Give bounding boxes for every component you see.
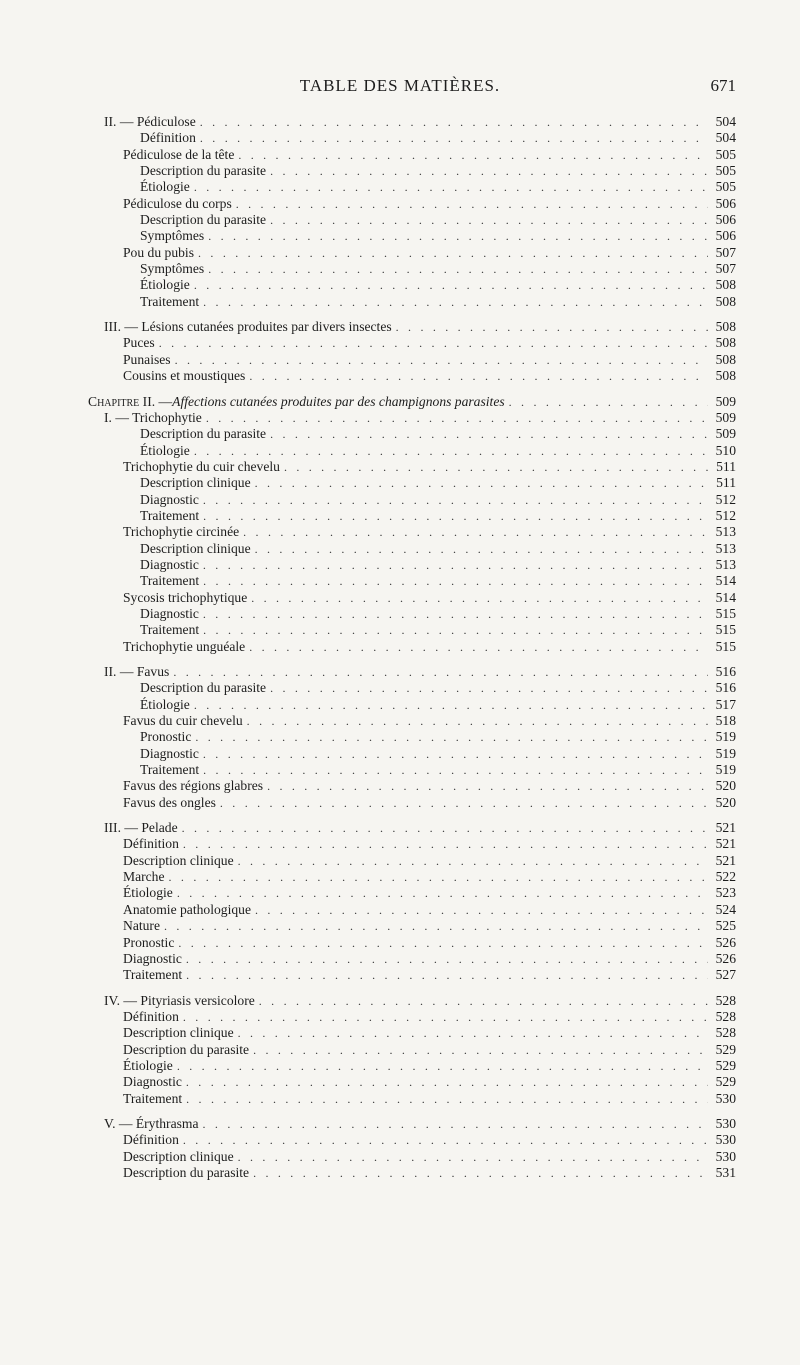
toc-entry-page: 513 — [715, 524, 736, 540]
toc-entry — [104, 935, 736, 951]
toc-entry-page: 506 — [715, 228, 736, 244]
toc-entry-page: 508 — [715, 319, 736, 335]
toc-entry-page: 512 — [715, 491, 736, 507]
toc-entry-page: 531 — [715, 1164, 736, 1180]
toc-entry-title: Description clinique — [140, 475, 251, 491]
toc-entry — [104, 1165, 736, 1181]
toc-entry-title: Anatomie pathologique — [123, 901, 251, 917]
toc-entry-title: Diagnostic — [140, 745, 199, 761]
toc-entry-title: I. — Trichophytie — [104, 409, 202, 425]
toc-entry-title: Étiologie — [140, 179, 190, 195]
toc-entry — [104, 443, 736, 459]
toc-entry-page: 521 — [715, 820, 736, 836]
dot-leader — [199, 573, 708, 589]
toc-entry-page: 529 — [715, 1057, 736, 1073]
toc-entry-page: 504 — [715, 114, 736, 129]
table-of-contents — [88, 114, 736, 1181]
toc-entry — [104, 147, 736, 163]
toc-entry — [104, 524, 736, 540]
dot-leader — [173, 885, 708, 901]
toc-entry-title: Traitement — [140, 762, 200, 778]
dot-leader — [234, 853, 708, 869]
dot-leader — [199, 762, 708, 778]
dot-leader — [199, 492, 708, 508]
toc-entry-page: 526 — [715, 934, 736, 950]
toc-chapter-entry — [88, 394, 736, 410]
dot-leader — [251, 475, 708, 491]
toc-entry — [104, 459, 736, 475]
dot-leader — [179, 1132, 708, 1148]
toc-entry — [104, 697, 736, 713]
toc-entry-title: III. — Pelade — [104, 820, 178, 836]
dot-leader — [171, 352, 708, 368]
toc-entry-title: II. — Favus — [104, 664, 170, 679]
toc-entry-page: 511 — [716, 458, 736, 474]
toc-entry-title: Description clinique — [140, 540, 251, 556]
toc-entry-title: Diagnostic — [140, 605, 199, 621]
toc-entry-page: 513 — [715, 556, 736, 572]
toc-entry-page: 520 — [715, 778, 736, 794]
toc-entry — [104, 277, 736, 293]
toc-entry-page: 509 — [715, 393, 736, 409]
toc-entry-page: 505 — [715, 179, 736, 195]
toc-entry — [104, 179, 736, 195]
toc-entry-title: Favus des régions glabres — [123, 778, 264, 794]
dot-leader — [190, 277, 708, 293]
dot-leader — [266, 212, 708, 228]
toc-entry — [104, 368, 736, 384]
dot-leader — [199, 746, 708, 762]
dot-leader — [216, 795, 708, 811]
dot-leader — [243, 713, 708, 729]
toc-entry-title: Description du parasite — [140, 680, 267, 696]
dot-leader — [204, 261, 708, 277]
toc-entry-page: 529 — [715, 1074, 736, 1090]
toc-entry-title: Étiologie — [123, 885, 173, 901]
toc-entry — [104, 869, 736, 885]
dot-leader — [199, 294, 708, 310]
toc-entry — [104, 508, 736, 524]
toc-entry-title: Trichophytie du cuir chevelu — [123, 458, 280, 474]
toc-entry-page: 506 — [715, 212, 736, 228]
toc-entry-page: 528 — [715, 992, 736, 1008]
toc-entry — [104, 713, 736, 729]
toc-entry-page: 528 — [715, 1025, 736, 1041]
toc-entry-page: 514 — [715, 589, 736, 605]
toc-entry — [104, 1149, 736, 1165]
toc-entry — [104, 1025, 736, 1041]
toc-entry-page: 511 — [716, 475, 736, 491]
dot-leader — [182, 951, 708, 967]
toc-entry-title: Description clinique — [123, 1148, 234, 1164]
toc-entry — [104, 352, 736, 368]
toc-entry — [104, 820, 736, 836]
toc-entry — [104, 426, 736, 442]
dot-leader — [245, 639, 708, 655]
toc-entry-page: 522 — [715, 869, 736, 885]
toc-entry — [104, 639, 736, 655]
toc-entry-title: Affections cutanées produites par des champignons parasites — [172, 393, 505, 409]
dot-leader — [169, 664, 708, 680]
dot-leader — [182, 1091, 708, 1107]
dot-leader — [182, 1074, 708, 1090]
toc-entry-page: 505 — [715, 146, 736, 162]
toc-entry-page: 524 — [715, 901, 736, 917]
toc-entry — [104, 853, 736, 869]
toc-entry-page: 516 — [715, 664, 736, 679]
toc-entry — [104, 294, 736, 310]
toc-entry — [104, 319, 736, 335]
toc-entry-title: Symptômes — [140, 228, 205, 244]
toc-entry-title: Description du parasite — [123, 1041, 250, 1057]
toc-entry-title: Étiologie — [123, 1057, 173, 1073]
toc-entry — [104, 762, 736, 778]
toc-entry-page: 516 — [715, 680, 736, 696]
toc-entry-title: Nature — [123, 918, 160, 934]
toc-entry-title: Traitement — [123, 967, 183, 983]
toc-entry — [104, 1009, 736, 1025]
toc-entry-title: Définition — [140, 130, 196, 146]
toc-entry-title: Traitement — [123, 1090, 183, 1106]
toc-entry-page: 529 — [715, 1041, 736, 1057]
dot-leader — [191, 729, 708, 745]
toc-entry-page: 520 — [715, 794, 736, 810]
dot-leader — [249, 1042, 708, 1058]
toc-entry-page: 508 — [715, 335, 736, 351]
toc-entry-title: Description du parasite — [140, 212, 267, 228]
toc-entry-page: 508 — [715, 368, 736, 384]
toc-entry — [104, 557, 736, 573]
toc-entry-title: Traitement — [140, 622, 200, 638]
dot-leader — [245, 368, 708, 384]
toc-entry — [104, 1116, 736, 1132]
dot-leader — [234, 1149, 708, 1165]
toc-entry-page: 509 — [715, 426, 736, 442]
toc-entry-page: 530 — [715, 1148, 736, 1164]
toc-entry-page: 505 — [715, 163, 736, 179]
dot-leader — [263, 778, 708, 794]
toc-entry-page: 525 — [715, 918, 736, 934]
toc-entry-title: Pronostic — [140, 729, 192, 745]
toc-entry — [104, 114, 736, 130]
dot-leader — [266, 680, 708, 696]
dot-leader — [199, 622, 708, 638]
toc-entry-title: Traitement — [140, 293, 200, 309]
toc-entry-title: IV. — Pityriasis versicolore — [104, 992, 255, 1008]
toc-entry-title: Sycosis trichophytique — [123, 589, 248, 605]
toc-entry — [104, 335, 736, 351]
toc-entry-page: 519 — [715, 745, 736, 761]
toc-entry-title: Cousins et moustiques — [123, 368, 246, 384]
toc-entry-title: Puces — [123, 335, 155, 351]
toc-entry-page: 530 — [715, 1115, 736, 1131]
toc-entry — [104, 778, 736, 794]
page-number: 671 — [710, 76, 736, 95]
toc-entry-title: Diagnostic — [140, 491, 199, 507]
toc-entry — [104, 163, 736, 179]
toc-entry-page: 517 — [715, 696, 736, 712]
toc-entry-page: 519 — [715, 729, 736, 745]
toc-entry — [104, 729, 736, 745]
dot-leader — [165, 869, 708, 885]
toc-entry-title: Description du parasite — [123, 1164, 250, 1180]
toc-entry-page: 515 — [715, 638, 736, 654]
toc-entry — [104, 228, 736, 244]
dot-leader — [204, 228, 708, 244]
toc-entry — [104, 196, 736, 212]
toc-entry — [104, 475, 736, 491]
dot-leader — [173, 1058, 708, 1074]
toc-entry — [104, 1074, 736, 1090]
toc-entry — [104, 664, 736, 680]
toc-entry-title: Diagnostic — [140, 556, 199, 572]
toc-entry-page: 512 — [715, 507, 736, 523]
dot-leader — [182, 967, 708, 983]
toc-entry — [104, 902, 736, 918]
toc-entry-page: 521 — [715, 852, 736, 868]
toc-entry — [104, 918, 736, 934]
dot-leader — [179, 836, 708, 852]
toc-entry — [104, 541, 736, 557]
toc-entry-page: 514 — [715, 573, 736, 589]
toc-entry — [104, 410, 736, 426]
toc-entry-page: 506 — [715, 195, 736, 211]
toc-entry-title: Favus du cuir chevelu — [123, 713, 243, 729]
toc-entry-page: 508 — [715, 277, 736, 293]
toc-entry-page: 528 — [715, 1008, 736, 1024]
toc-entry-title: III. — Lésions cutanées produites par divers insectes — [104, 319, 392, 335]
toc-entry-page: 530 — [715, 1090, 736, 1106]
dot-leader — [202, 410, 708, 426]
dot-leader — [239, 524, 708, 540]
toc-entry-title: Pronostic — [123, 934, 175, 950]
page-header — [0, 76, 800, 100]
toc-entry — [104, 573, 736, 589]
toc-entry-page: 518 — [715, 713, 736, 729]
toc-entry-title: Pédiculose de la tête — [123, 146, 235, 162]
dot-leader — [160, 918, 708, 934]
toc-entry — [104, 951, 736, 967]
dot-leader — [199, 606, 708, 622]
toc-entry — [104, 967, 736, 983]
toc-entry-page: 513 — [715, 540, 736, 556]
dot-leader — [194, 245, 708, 261]
dot-leader — [249, 1165, 708, 1181]
toc-entry — [104, 1042, 736, 1058]
dot-leader — [199, 1116, 708, 1132]
toc-entry-title: Trichophytie circinée — [123, 524, 240, 540]
toc-entry-title: Diagnostic — [123, 1074, 182, 1090]
dot-leader — [199, 508, 708, 524]
toc-entry — [104, 130, 736, 146]
toc-entry — [104, 492, 736, 508]
toc-entry-title: Étiologie — [140, 442, 190, 458]
toc-entry-title: Traitement — [140, 573, 200, 589]
toc-entry-page: 515 — [715, 622, 736, 638]
toc-entry — [104, 746, 736, 762]
toc-entry-title: Description du parasite — [140, 426, 267, 442]
toc-entry-page: 523 — [715, 885, 736, 901]
toc-entry — [104, 261, 736, 277]
dot-leader — [251, 541, 708, 557]
dot-leader — [255, 993, 708, 1009]
toc-entry-title: Description du parasite — [140, 163, 267, 179]
toc-entry-title: Définition — [123, 1132, 179, 1148]
dot-leader — [196, 114, 708, 130]
toc-entry-page: 519 — [715, 762, 736, 778]
dot-leader — [280, 459, 708, 475]
running-title: TABLE DES MATIÈRES. — [299, 76, 501, 95]
toc-entry-title: Traitement — [140, 507, 200, 523]
toc-entry-title: Marche — [123, 869, 165, 885]
toc-entry — [104, 993, 736, 1009]
dot-leader — [266, 163, 708, 179]
dot-leader — [251, 902, 708, 918]
toc-entry-page: 504 — [715, 130, 736, 146]
toc-entry-title: Favus des ongles — [123, 794, 216, 810]
toc-entry-title: Description clinique — [123, 852, 234, 868]
toc-entry-title: Étiologie — [140, 696, 190, 712]
toc-entry — [104, 245, 736, 261]
toc-entry — [104, 1058, 736, 1074]
toc-entry-page: 521 — [715, 836, 736, 852]
toc-entry — [104, 836, 736, 852]
dot-leader — [196, 130, 708, 146]
dot-leader — [392, 319, 708, 335]
dot-leader — [190, 697, 708, 713]
dot-leader — [234, 147, 708, 163]
dot-leader — [234, 1025, 708, 1041]
toc-entry — [104, 680, 736, 696]
dot-leader — [199, 557, 708, 573]
toc-entry-title: Définition — [123, 836, 179, 852]
toc-chapter-prefix: Chapitre II. — — [88, 393, 173, 409]
toc-entry-title: Description clinique — [123, 1025, 234, 1041]
toc-entry-title: Punaises — [123, 351, 171, 367]
toc-entry-page: 515 — [715, 605, 736, 621]
toc-entry-title: V. — Érythrasma — [104, 1115, 199, 1131]
toc-entry-title: Étiologie — [140, 277, 190, 293]
dot-leader — [505, 394, 708, 410]
toc-entry — [104, 622, 736, 638]
toc-entry-page: 507 — [715, 244, 736, 260]
toc-entry-title: Diagnostic — [123, 950, 182, 966]
toc-entry-page: 508 — [715, 293, 736, 309]
dot-leader — [190, 179, 708, 195]
dot-leader — [155, 335, 708, 351]
toc-entry-title: II. — Pédiculose — [104, 114, 196, 129]
toc-entry — [104, 795, 736, 811]
dot-leader — [232, 196, 708, 212]
toc-entry — [104, 1091, 736, 1107]
dot-leader — [178, 820, 708, 836]
toc-entry-title: Pédiculose du corps — [123, 195, 232, 211]
toc-entry-page: 509 — [715, 409, 736, 425]
toc-entry-page: 508 — [715, 351, 736, 367]
toc-entry — [104, 212, 736, 228]
toc-entry-page: 507 — [715, 261, 736, 277]
dot-leader — [266, 426, 708, 442]
toc-entry-title: Symptômes — [140, 261, 205, 277]
toc-entry-title: Trichophytie unguéale — [123, 638, 246, 654]
toc-entry-page: 510 — [715, 442, 736, 458]
toc-entry-title: Définition — [123, 1008, 179, 1024]
toc-entry — [104, 606, 736, 622]
dot-leader — [190, 443, 708, 459]
toc-entry — [104, 1132, 736, 1148]
toc-entry-page: 530 — [715, 1132, 736, 1148]
toc-entry — [104, 590, 736, 606]
toc-entry-title: Pou du pubis — [123, 244, 195, 260]
dot-leader — [179, 1009, 708, 1025]
dot-leader — [174, 935, 708, 951]
toc-entry-page: 526 — [715, 950, 736, 966]
toc-entry-page: 527 — [715, 967, 736, 983]
toc-entry — [104, 885, 736, 901]
dot-leader — [247, 590, 708, 606]
